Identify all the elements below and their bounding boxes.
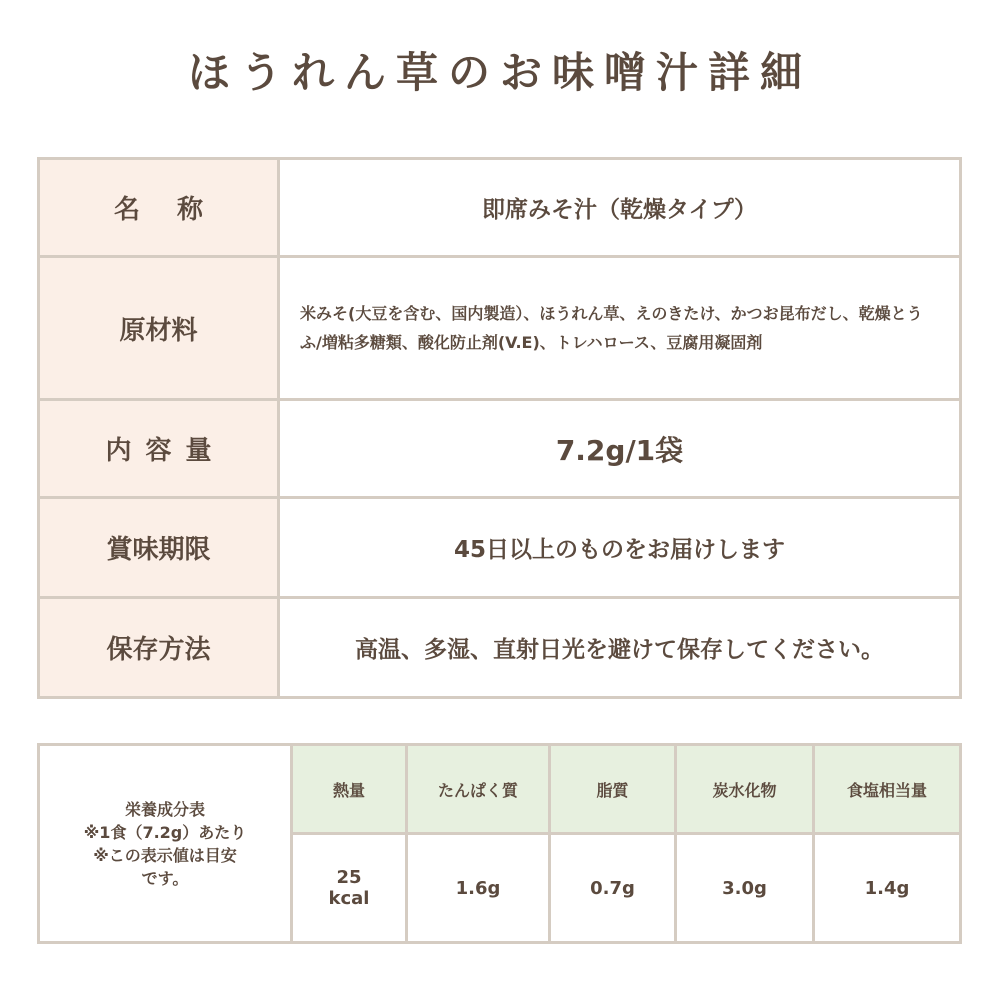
carbohydrate-value: 3.0g [676, 834, 814, 943]
header-energy: 熱量 [292, 745, 407, 834]
ingredients-value: 米みそ(大豆を含む、国内製造）、ほうれん草、えのきたけ、かつお昆布だし、乾燥とうふ/増粘多糖類、酸化防止剤(V.E)、トレハロース、豆腐用凝固剤 [279, 257, 961, 400]
header-protein: たんぱく質 [407, 745, 550, 834]
page-title: ほうれん草のお味噌汁詳細 [187, 48, 812, 97]
nutrition-note-line: ※この表示値は目安 [93, 845, 237, 865]
nutrition-note [39, 745, 292, 943]
spec-row-storage [39, 598, 961, 698]
name-value: 即席みそ汁（乾燥タイプ） [279, 159, 961, 257]
storage-label: 保存方法 [39, 598, 279, 698]
storage-value: 高温、多湿、直射日光を避けて保存してください。 [279, 598, 961, 698]
nutrition-table [37, 743, 962, 944]
nutrition-note-line: 栄養成分表 [124, 799, 205, 819]
header-fat: 脂質 [550, 745, 676, 834]
energy-unit: kcal [328, 888, 370, 909]
energy-value [292, 834, 407, 943]
fat-value: 0.7g [550, 834, 676, 943]
nutrition-note-line: ※1食（7.2g）あたり [83, 822, 247, 842]
header-salt: 食塩相当量 [814, 745, 961, 834]
spec-row-ingredients [39, 257, 961, 400]
spec-row-name [39, 159, 961, 257]
nutrition-header-row [39, 745, 961, 834]
nutrition-note-line: です。 [141, 868, 189, 888]
header-carbohydrate: 炭水化物 [676, 745, 814, 834]
content-value: 7.2g/1袋 [279, 400, 961, 498]
spec-row-content [39, 400, 961, 498]
expiry-label: 賞味期限 [39, 498, 279, 598]
content-label: 内容量 [39, 400, 279, 498]
protein-value: 1.6g [407, 834, 550, 943]
expiry-value: 45日以上のものをお届けします [279, 498, 961, 598]
product-spec-table [37, 157, 962, 699]
salt-value: 1.4g [814, 834, 961, 943]
ingredients-label: 原材料 [39, 257, 279, 400]
energy-number: 25 [336, 867, 362, 888]
name-label: 名 称 [39, 159, 279, 257]
spec-row-expiry [39, 498, 961, 598]
